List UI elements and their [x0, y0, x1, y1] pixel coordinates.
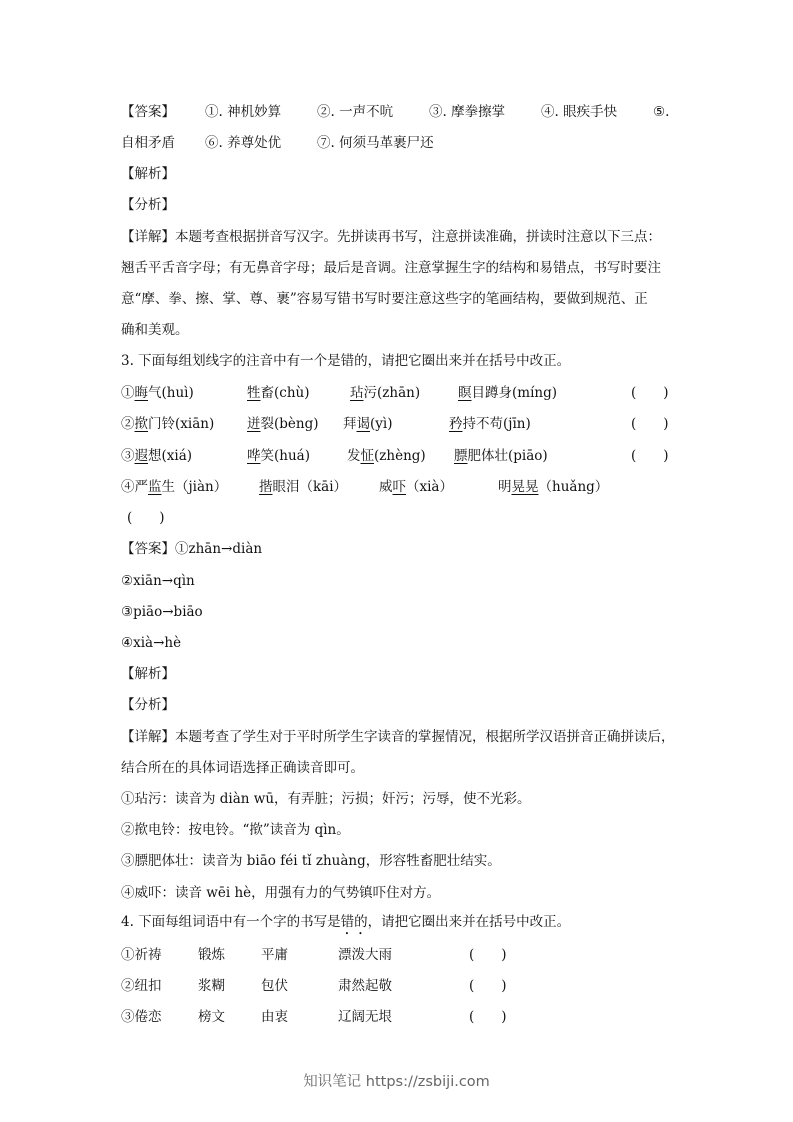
detail-line: ③膘肥体壮：读音为 biāo féi tǐ zhuàng，形容牲畜肥壮结实。 — [121, 853, 501, 869]
underlined-char: 晃晃 — [511, 479, 539, 495]
underlined-char: 瞑 — [458, 385, 472, 401]
underlined-char: 揩 — [259, 479, 273, 495]
emphasis-text: 错的 — [340, 914, 368, 930]
underlined-char: 牲 — [247, 385, 261, 401]
answer-item: 自相矛盾 — [121, 135, 175, 151]
detail-line: 结合所在的具体词语选择正确读音即可。 — [121, 760, 364, 776]
answer-2-line: 【答案】①zhān→diàn — [121, 541, 263, 557]
answer-item: ②. 一声不吭 — [317, 104, 394, 120]
underlined-char: 玷 — [350, 385, 364, 401]
analysis-heading: 【解析】 — [121, 666, 175, 682]
detail-line: 确和美观。 — [121, 322, 189, 338]
underlined-char: 遐 — [134, 448, 148, 464]
answer-label: 【答案】 — [121, 541, 175, 557]
footer-watermark: 知识笔记 https://zsbiji.com — [303, 1074, 490, 1090]
detail-line: ①玷污：读音为 diàn wū，有弄脏；污损；奸污；污辱，使不光彩。 — [121, 791, 531, 807]
answer-2-line: ④xià→hè — [121, 635, 182, 651]
detail-line: ④威吓：读音 wēi hè，用强有力的气势镇吓住对方。 — [121, 885, 441, 901]
underlined-char: 哗 — [247, 448, 261, 464]
subanalysis-heading: 【分析】 — [121, 697, 175, 713]
question-4-title: 4. 下面每组词语中有一个字的书写是错的，请把它圈出来并在括号中改正。 — [121, 914, 571, 930]
detail-line: ②揿电铃：按电铃。“揿”读音为 qìn。 — [121, 822, 350, 838]
underlined-char: 迸 — [247, 416, 261, 432]
underlined-char: 晦 — [134, 385, 148, 401]
underlined-char: 吓 — [392, 479, 406, 495]
subanalysis-heading: 【分析】 — [121, 197, 175, 213]
answer-item: ⑦. 何须马革裹尸还 — [317, 135, 434, 151]
detail-line: 【详解】本题考查了学生对于平时所学生字读音的掌握情况，根据所学汉语拼音正确拼读后， — [121, 729, 675, 745]
answer-parens: ( ) — [631, 416, 669, 432]
answer-item: ④. 眼疾手快 — [541, 104, 618, 120]
detail-line: 意“摩、拳、擦、掌、尊、裹”容易写错书写时要注意这些字的笔画结构，要做到规范、正 — [121, 291, 648, 307]
underlined-char: 矜 — [449, 416, 463, 432]
underlined-char: 怔 — [360, 448, 374, 464]
answer-item: ⑥. 养尊处优 — [205, 135, 282, 151]
question-3-title: 3. 下面每组划线字的注音中有一个是错的，请把它圈出来并在括号中改正。 — [121, 353, 571, 369]
answer-parens: ( ) — [469, 1009, 507, 1025]
underlined-char: 揿 — [134, 416, 148, 432]
answer-parens: ( ) — [469, 947, 507, 963]
answer-parens: ( ) — [127, 510, 165, 526]
answer-parens: ( ) — [631, 385, 669, 401]
answer-item: ③. 摩拳擦掌 — [429, 104, 506, 120]
answer-1-line-1 — [121, 103, 677, 121]
answer-item: ①. 神机妙算 — [205, 104, 282, 120]
analysis-heading: 【解析】 — [121, 166, 175, 182]
answer-parens: ( ) — [631, 448, 669, 464]
underlined-char: 谒 — [356, 416, 370, 432]
detail-line: 【详解】本题考查根据拼音写汉字。先拼读再书写，注意拼读准确，拼读时注意以下三点： — [121, 229, 661, 245]
answer-2-line: ②xiān→qìn — [121, 573, 195, 589]
answer-label: 【答案】 — [121, 104, 175, 120]
detail-line: 翘舌平舌音字母；有无鼻音字母；最后是音调。注意掌握生字的结构和易错点，书写时要注 — [121, 260, 661, 276]
answer-1-line-2 — [121, 134, 677, 152]
answer-2-line: ③piāo→biāo — [121, 604, 203, 620]
underlined-char: 监 — [148, 479, 162, 495]
answer-parens: ( ) — [469, 978, 507, 994]
underlined-char: 膘 — [454, 448, 468, 464]
answer-item: ⑤. — [653, 104, 670, 120]
